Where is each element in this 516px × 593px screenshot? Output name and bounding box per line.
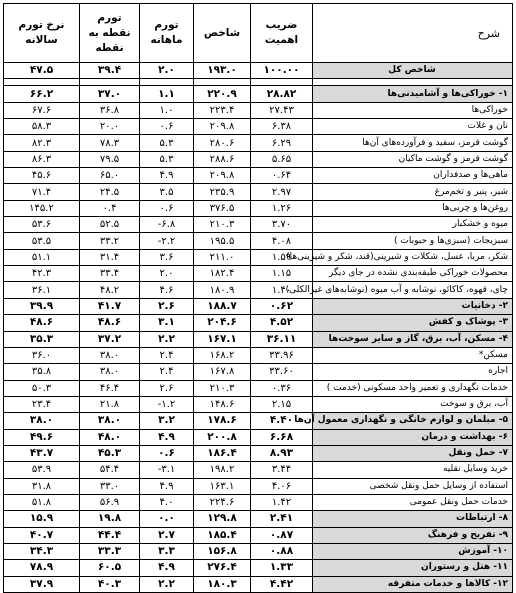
cell-point: ۳۳.۲ <box>80 233 140 249</box>
cell-desc: محصولات خوراکی طبقه‌بندی نشده در جای دیگر <box>313 266 513 282</box>
table-row <box>4 102 513 118</box>
cell-weight: ۴.۴۰ <box>251 413 313 429</box>
cell-desc: شکر، مربا، عسل، شکلات و شیرینی(قند، شکر و شیرینی‌ها) <box>313 249 513 265</box>
cell-index: ۱۶۳.۱ <box>194 478 251 494</box>
cell-annual: ۴۸.۶ <box>4 315 80 331</box>
table-row <box>4 543 513 559</box>
table-row <box>4 462 513 478</box>
cell-index: ۱۶۸.۲ <box>194 347 251 363</box>
cell-index: ۲۰۴.۶ <box>194 315 251 331</box>
cell-weight: ۳.۴۴ <box>251 462 313 478</box>
cell-index: ۱۶۷.۱ <box>194 331 251 347</box>
cell-weight: ۱.۴۰ <box>251 282 313 298</box>
inflation-table-container <box>3 3 512 593</box>
cell-annual: ۴۷.۵ <box>4 63 80 79</box>
table-row <box>4 298 513 314</box>
table-row <box>4 331 513 347</box>
cell-point: ۳۳.۴ <box>80 266 140 282</box>
cell-point: ۳۸.۰ <box>80 347 140 363</box>
cell-index: ۲۰۹.۸ <box>194 168 251 184</box>
cell-monthly: ۴.۹ <box>140 478 194 494</box>
table-row <box>4 184 513 200</box>
cell-point: ۳۸.۰ <box>80 364 140 380</box>
cell-index: ۲۳۵.۹ <box>194 184 251 200</box>
cell-weight: ۱۰۰.۰۰ <box>251 63 313 79</box>
cell-monthly: ۲.۶ <box>140 298 194 314</box>
cell-index: ۲۰۹.۸ <box>194 119 251 135</box>
cell-monthly: ۳.۶ <box>140 249 194 265</box>
cell-desc: ۹- تفریح و فرهنگ <box>313 527 513 543</box>
cell-desc: ۸- ارتباطات <box>313 511 513 527</box>
cell-point: ۵۲.۵ <box>80 217 140 233</box>
cell-annual: ۶۷.۶ <box>4 102 80 118</box>
header-index: شاخص <box>194 4 251 63</box>
cell-weight: ۴.۴۲ <box>251 576 313 592</box>
cell-point: ۳۱.۴ <box>80 249 140 265</box>
cell-desc: ۶- بهداشت و درمان <box>313 429 513 445</box>
cell-weight: ۴.۰۸ <box>251 233 313 249</box>
table-spacer-row <box>4 79 513 86</box>
cell-desc: مسکن* <box>313 347 513 363</box>
cell-monthly: ۲.۷ <box>140 527 194 543</box>
cell-annual: ۳۵.۳ <box>4 331 80 347</box>
table-row <box>4 200 513 216</box>
spacer-cell <box>4 79 80 86</box>
cell-weight: ۲۷.۴۳ <box>251 102 313 118</box>
cell-desc: گوشت قرمز و گوشت ماکیان <box>313 151 513 167</box>
table-row <box>4 119 513 135</box>
cell-point: ۴۵.۳ <box>80 445 140 461</box>
cell-desc: ۱۲- کالاها و خدمات متفرقه <box>313 576 513 592</box>
cell-point: ۱۹.۸ <box>80 511 140 527</box>
cell-annual: ۵۸.۳ <box>4 119 80 135</box>
cell-weight: ۰.۸۸ <box>251 543 313 559</box>
cell-annual: ۴۰.۷ <box>4 527 80 543</box>
cell-desc: روغن‌ها و چربی‌ها <box>313 200 513 216</box>
cell-annual: ۵۳.۵ <box>4 233 80 249</box>
cell-index: ۲۱۱.۰ <box>194 249 251 265</box>
cell-weight: ۶.۶۸ <box>251 429 313 445</box>
cell-point: ۲۱.۸ <box>80 396 140 412</box>
cell-annual: ۵۳.۶ <box>4 217 80 233</box>
cell-index: ۲۲۳.۴ <box>194 102 251 118</box>
table-row <box>4 266 513 282</box>
cell-monthly: ۳.۱ <box>140 315 194 331</box>
cell-desc: گوشت قرمز، سفید و فرآورده‌های آن‌ها <box>313 135 513 151</box>
cell-monthly: ۶.۸- <box>140 217 194 233</box>
cell-annual: ۳۶.۱ <box>4 282 80 298</box>
cell-annual: ۳۴.۳ <box>4 543 80 559</box>
table-row <box>4 217 513 233</box>
cell-desc: ۴- مسکن، آب، برق، گاز و سایر سوخت‌ها <box>313 331 513 347</box>
cell-annual: ۴۹.۶ <box>4 429 80 445</box>
cell-desc: چای، قهوه، کاکائو، نوشابه و آب میوه (نوشابه‌های غیرالکلی) <box>313 282 513 298</box>
cell-monthly: ۴.۹ <box>140 560 194 576</box>
cell-weight: ۸.۹۳ <box>251 445 313 461</box>
cell-monthly: ۰.۶ <box>140 200 194 216</box>
cell-desc: ۷- حمل ونقل <box>313 445 513 461</box>
cell-monthly: ۳.۲ <box>140 413 194 429</box>
cell-monthly: ۵.۳ <box>140 151 194 167</box>
spacer-cell <box>313 79 513 86</box>
cell-weight: ۱.۱۵ <box>251 266 313 282</box>
cell-desc: ماهی‌ها و صدفداران <box>313 168 513 184</box>
cell-point: ۳۳.۰ <box>80 478 140 494</box>
cell-annual: ۲۳.۴ <box>4 396 80 412</box>
cell-desc: شاخص کل <box>313 63 513 79</box>
cell-index: ۱۹۸.۲ <box>194 462 251 478</box>
cell-weight: ۵.۶۵ <box>251 151 313 167</box>
cell-index: ۲۲۴.۶ <box>194 494 251 510</box>
cell-annual: ۷۸.۹ <box>4 560 80 576</box>
spacer-cell <box>251 79 313 86</box>
cell-weight: ۱.۵۹ <box>251 249 313 265</box>
cell-index: ۱۸۵.۴ <box>194 527 251 543</box>
cell-point: ۲۰.۰ <box>80 119 140 135</box>
cell-annual: ۵۱.۸ <box>4 494 80 510</box>
cell-monthly: ۱.۲- <box>140 396 194 412</box>
cell-desc: ۳- پوشاک و کفش <box>313 315 513 331</box>
cell-point: ۶۰.۵ <box>80 560 140 576</box>
cell-index: ۳۷۶.۵ <box>194 200 251 216</box>
cell-point: ۴۶.۴ <box>80 380 140 396</box>
cell-index: ۱۶۷.۸ <box>194 364 251 380</box>
cell-point: ۳۸.۰ <box>80 413 140 429</box>
cell-desc: خوراکی‌ها <box>313 102 513 118</box>
table-header-row <box>4 4 513 63</box>
cell-index: ۲۲۰.۹ <box>194 86 251 102</box>
table-row <box>4 315 513 331</box>
cell-weight: ۳۶.۱۱ <box>251 331 313 347</box>
cell-annual: ۷۱.۴ <box>4 184 80 200</box>
cell-index: ۲۸۰.۶ <box>194 135 251 151</box>
cell-monthly: ۵.۳ <box>140 135 194 151</box>
cell-annual: ۸۶.۳ <box>4 151 80 167</box>
cell-index: ۱۸۶.۴ <box>194 445 251 461</box>
cell-desc: آب، برق و سوخت <box>313 396 513 412</box>
cell-index: ۱۸۰.۳ <box>194 576 251 592</box>
cell-point: ۴۴.۴ <box>80 527 140 543</box>
cell-weight: ۳۳.۹۶ <box>251 347 313 363</box>
cell-index: ۲۰۰.۸ <box>194 429 251 445</box>
cell-index: ۱۴۸.۶ <box>194 396 251 412</box>
cell-desc: ۲- دخانیات <box>313 298 513 314</box>
cell-index: ۱۹۵.۵ <box>194 233 251 249</box>
cell-annual: ۴۳.۷ <box>4 445 80 461</box>
cell-desc: خدمات حمل ونقل عمومی <box>313 494 513 510</box>
header-monthly: تورم ماهانه <box>140 4 194 63</box>
table-row <box>4 135 513 151</box>
table-row <box>4 494 513 510</box>
header-description: شرح <box>313 4 513 63</box>
cell-monthly: ۲.۰ <box>140 266 194 282</box>
cell-weight: ۰.۶۴ <box>251 168 313 184</box>
cell-weight: ۱.۳۳ <box>251 560 313 576</box>
cell-annual: ۳۶.۰ <box>4 347 80 363</box>
cell-desc: نان و غلات <box>313 119 513 135</box>
cell-point: ۵۶.۹ <box>80 494 140 510</box>
cell-desc: میوه و خشکبار <box>313 217 513 233</box>
cell-index: ۲۱۰.۳ <box>194 217 251 233</box>
cell-annual: ۵۱.۱ <box>4 249 80 265</box>
cell-weight: ۶.۳۸ <box>251 119 313 135</box>
cell-point: ۳۶.۸ <box>80 102 140 118</box>
cell-index: ۲۸۸.۶ <box>194 151 251 167</box>
cell-weight: ۰.۸۷ <box>251 527 313 543</box>
cell-monthly: ۲.۴ <box>140 347 194 363</box>
cell-monthly: ۰.۶ <box>140 119 194 135</box>
table-row <box>4 380 513 396</box>
cell-desc: ۱۱- هتل و رستوران <box>313 560 513 576</box>
cell-desc: استفاده از وسایل حمل ونقل شخصی <box>313 478 513 494</box>
cell-monthly: ۴.۹ <box>140 168 194 184</box>
cell-point: ۳۳.۳ <box>80 543 140 559</box>
table-row <box>4 511 513 527</box>
table-body <box>4 63 513 593</box>
table-row <box>4 282 513 298</box>
cell-point: ۷۹.۵ <box>80 151 140 167</box>
cell-index: ۱۸۰.۹ <box>194 282 251 298</box>
cell-annual: ۱۵.۹ <box>4 511 80 527</box>
inflation-table <box>3 3 513 593</box>
cell-annual: ۵۳.۹ <box>4 462 80 478</box>
table-row <box>4 63 513 79</box>
cell-weight: ۲۸.۸۲ <box>251 86 313 102</box>
table-row <box>4 478 513 494</box>
cell-weight: ۳.۷۰ <box>251 217 313 233</box>
table-row <box>4 576 513 592</box>
cell-monthly: ۱.۰ <box>140 102 194 118</box>
cell-point: ۴۸.۲ <box>80 282 140 298</box>
spacer-cell <box>80 79 140 86</box>
cell-annual: ۵۰.۳ <box>4 380 80 396</box>
table-row <box>4 168 513 184</box>
cell-point: ۴۸.۰ <box>80 429 140 445</box>
table-row <box>4 527 513 543</box>
cell-desc: سبزیجات (سبزی‌ها و حبوبات ) <box>313 233 513 249</box>
cell-desc: شیر، پنیر و تخم‌مرغ <box>313 184 513 200</box>
cell-point: ۰.۴ <box>80 200 140 216</box>
cell-annual: ۳۷.۹ <box>4 576 80 592</box>
cell-monthly: ۴.۶ <box>140 282 194 298</box>
cell-desc: ۵- مبلمان و لوازم خانگی و نگهداری معمول آن‌ها <box>313 413 513 429</box>
cell-weight: ۳۳.۶۰ <box>251 364 313 380</box>
cell-point: ۷۸.۳ <box>80 135 140 151</box>
cell-monthly: ۲.۲ <box>140 331 194 347</box>
cell-monthly: ۳.۵ <box>140 184 194 200</box>
cell-point: ۵۴.۴ <box>80 462 140 478</box>
table-row <box>4 347 513 363</box>
cell-point: ۴۰.۳ <box>80 576 140 592</box>
cell-monthly: ۱.۱ <box>140 86 194 102</box>
cell-point: ۶۵.۰ <box>80 168 140 184</box>
cell-annual: ۳۸.۰ <box>4 413 80 429</box>
cell-desc: ۱۰- آموزش <box>313 543 513 559</box>
cell-monthly: ۲.۶ <box>140 380 194 396</box>
cell-desc: خدمات نگهداری و تعمیر واحد مسکونی (خدمت ) <box>313 380 513 396</box>
cell-monthly: ۰.۶ <box>140 445 194 461</box>
table-row <box>4 233 513 249</box>
cell-weight: ۰.۶۲ <box>251 298 313 314</box>
table-row <box>4 396 513 412</box>
cell-weight: ۲.۹۷ <box>251 184 313 200</box>
cell-index: ۱۵۶.۸ <box>194 543 251 559</box>
table-row <box>4 560 513 576</box>
cell-index: ۲۱۰.۳ <box>194 380 251 396</box>
table-row <box>4 151 513 167</box>
cell-point: ۳۹.۴ <box>80 63 140 79</box>
cell-monthly: ۲.۲ <box>140 576 194 592</box>
cell-annual: ۸۲.۳ <box>4 135 80 151</box>
spacer-cell <box>194 79 251 86</box>
header-annual: نرخ تورم سالانه <box>4 4 80 63</box>
cell-weight: ۶.۲۹ <box>251 135 313 151</box>
cell-point: ۲۴.۵ <box>80 184 140 200</box>
cell-desc: اجاره <box>313 364 513 380</box>
cell-weight: ۱.۴۲ <box>251 494 313 510</box>
header-weight: ضریب اهمیت <box>251 4 313 63</box>
cell-point: ۳۷.۲ <box>80 331 140 347</box>
cell-weight: ۲.۴۱ <box>251 511 313 527</box>
cell-annual: ۶۶.۲ <box>4 86 80 102</box>
cell-monthly: ۳.۱- <box>140 462 194 478</box>
cell-point: ۴۱.۷ <box>80 298 140 314</box>
table-row <box>4 429 513 445</box>
spacer-cell <box>140 79 194 86</box>
cell-point: ۳۷.۰ <box>80 86 140 102</box>
cell-monthly: ۳.۳ <box>140 543 194 559</box>
cell-index: ۲۷۶.۴ <box>194 560 251 576</box>
cell-index: ۱۸۸.۷ <box>194 298 251 314</box>
cell-weight: ۴.۵۲ <box>251 315 313 331</box>
cell-monthly: ۲.۰ <box>140 63 194 79</box>
table-row <box>4 413 513 429</box>
cell-weight: ۴.۰۶ <box>251 478 313 494</box>
cell-monthly: ۲.۴ <box>140 364 194 380</box>
header-point: تورم نقطه به نقطه <box>80 4 140 63</box>
table-row <box>4 86 513 102</box>
cell-monthly: ۴.۰ <box>140 494 194 510</box>
cell-weight: ۲.۱۵ <box>251 396 313 412</box>
cell-monthly: ۲.۲- <box>140 233 194 249</box>
cell-monthly: ۴.۹ <box>140 429 194 445</box>
cell-desc: خرید وسایل نقلیه <box>313 462 513 478</box>
cell-index: ۱۹۳.۰ <box>194 63 251 79</box>
cell-index: ۱۲۹.۸ <box>194 511 251 527</box>
cell-annual: ۱۴۵.۲ <box>4 200 80 216</box>
table-row <box>4 445 513 461</box>
table-row <box>4 249 513 265</box>
cell-annual: ۳۹.۹ <box>4 298 80 314</box>
cell-index: ۱۸۲.۴ <box>194 266 251 282</box>
cell-desc: ۱- خوراکی‌ها و آشامیدنی‌ها <box>313 86 513 102</box>
cell-weight: ۱.۲۶ <box>251 200 313 216</box>
cell-monthly: ۰.۰ <box>140 511 194 527</box>
cell-annual: ۳۵.۸ <box>4 364 80 380</box>
cell-annual: ۳۱.۸ <box>4 478 80 494</box>
cell-weight: ۰.۳۶ <box>251 380 313 396</box>
cell-point: ۴۸.۶ <box>80 315 140 331</box>
cell-annual: ۴۲.۳ <box>4 266 80 282</box>
cell-annual: ۴۵.۶ <box>4 168 80 184</box>
table-row <box>4 364 513 380</box>
cell-index: ۱۷۸.۶ <box>194 413 251 429</box>
